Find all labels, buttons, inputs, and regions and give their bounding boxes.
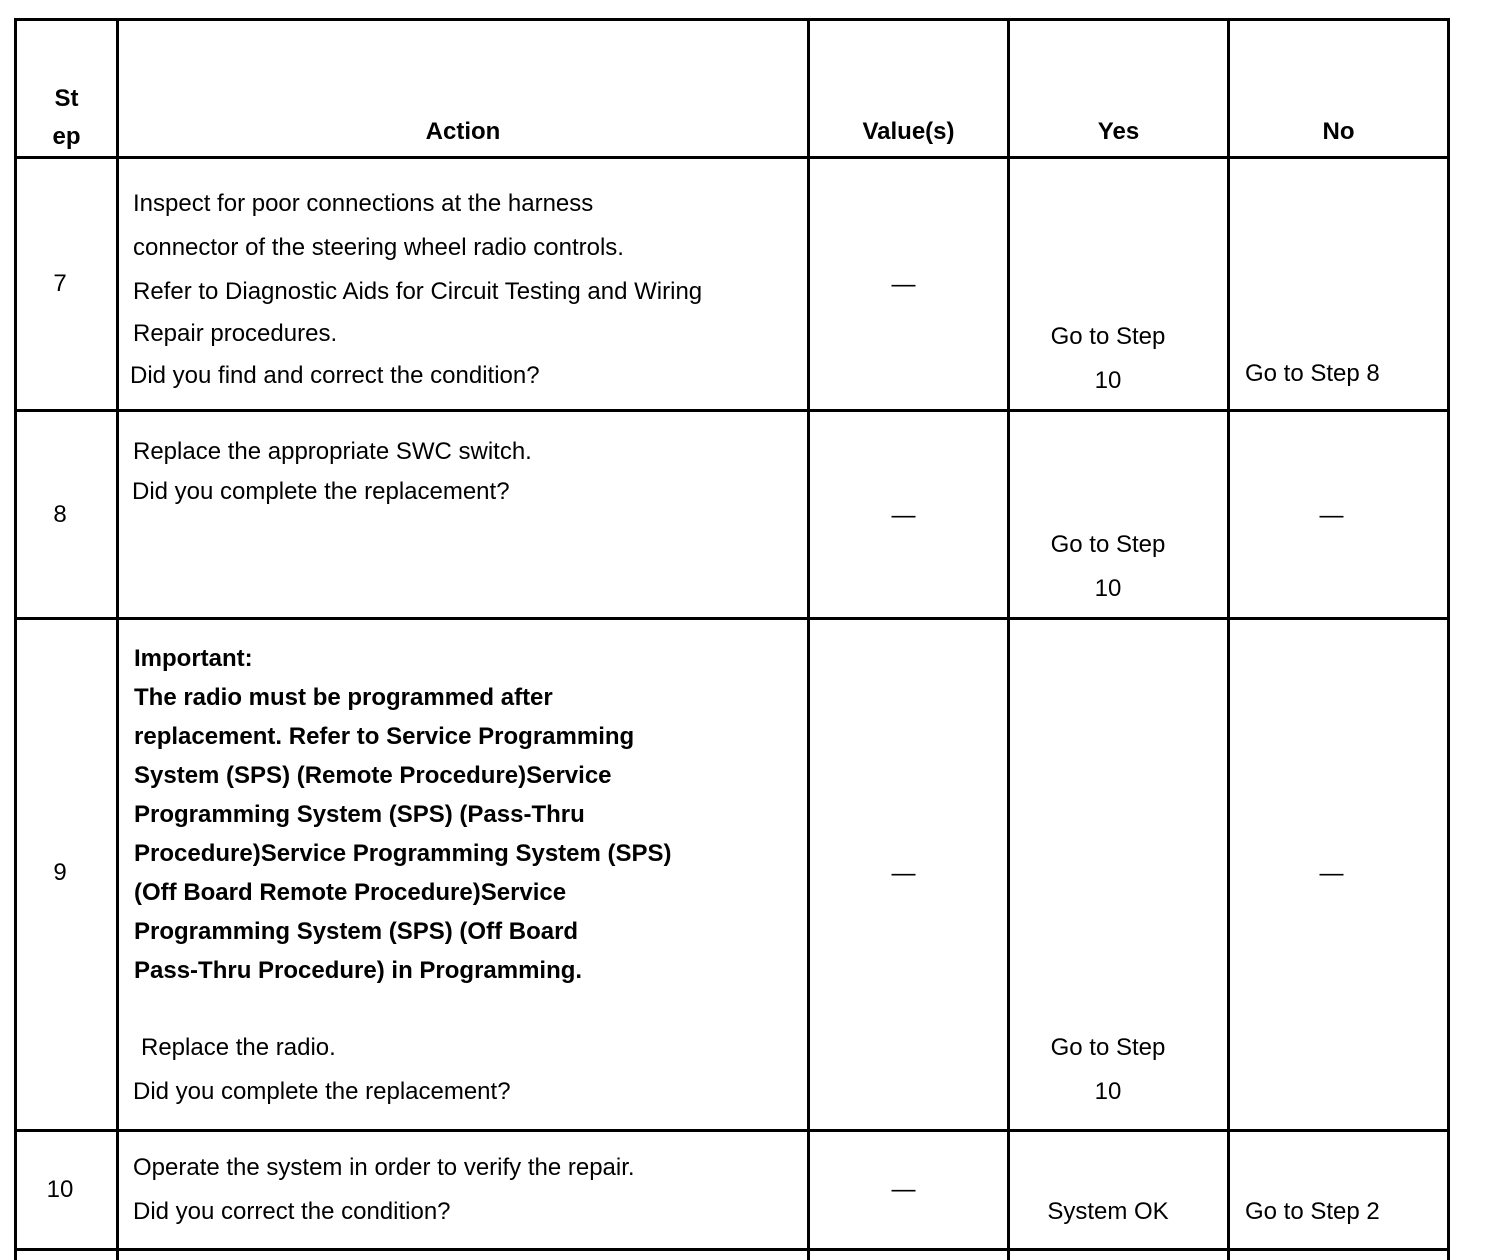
value-cell: — [891, 271, 916, 298]
action-text: Inspect for poor connections at the harness connector of the steering wheel radio controls. Refer to Diagnostic Aids for Circuit Testing and Wiring Repair procedures. Did you find and correct the condition? [130, 190, 703, 389]
value-cell: — [891, 860, 916, 887]
value-cell: — [891, 1176, 916, 1203]
row-divider [14, 617, 1450, 620]
column-divider [807, 18, 810, 1260]
action-text: Replace the appropriate SWC switch. Did you complete the replacement? [132, 438, 532, 505]
action-text: Operate the system in order to verify the repair. Did you correct the condition? [133, 1154, 635, 1225]
yes-cell: Go to Step 10 [1050, 531, 1166, 602]
no-cell: Go to Step 2 [1245, 1198, 1380, 1225]
column-divider [116, 18, 119, 1260]
header-yes: Yes [1097, 118, 1140, 145]
value-cell: — [891, 502, 916, 529]
step-number: 8 [53, 501, 67, 528]
yes-cell: Go to Step 10 [1050, 323, 1166, 394]
important-note: Important: The radio must be programmed after replacement. Refer to Service Programming System (SPS) (Remote Procedure)Service Programming System (SPS) (Pass-Thru Procedure)Service Programming System (SPS) (Off Board Remote Procedure)Service Programming System (SPS) (Off Board Pass-Thru Procedure) in Programming. [134, 645, 672, 984]
row-divider [14, 1248, 1450, 1251]
header-divider [14, 156, 1450, 159]
yes-cell: Go to Step 10 [1050, 1034, 1166, 1105]
row-divider [14, 409, 1450, 412]
no-cell: Go to Step 8 [1245, 360, 1380, 387]
step-number: 9 [53, 859, 67, 886]
header-step: St ep [52, 85, 81, 150]
header-values: Value(s) [862, 118, 955, 145]
no-cell: — [1319, 860, 1344, 887]
row-divider [14, 1129, 1450, 1132]
yes-cell: System OK [1047, 1198, 1169, 1225]
column-divider [1447, 18, 1450, 1260]
action-text: Replace the radio. Did you complete the replacement? [133, 1034, 511, 1105]
step-number: 7 [53, 270, 67, 297]
column-divider [1227, 18, 1230, 1260]
header-action: Action [425, 118, 501, 145]
header-no: No [1322, 118, 1355, 145]
column-divider [14, 18, 17, 1260]
no-cell: — [1319, 502, 1344, 529]
step-number: 10 [46, 1176, 74, 1203]
table-border-top [14, 18, 1450, 21]
